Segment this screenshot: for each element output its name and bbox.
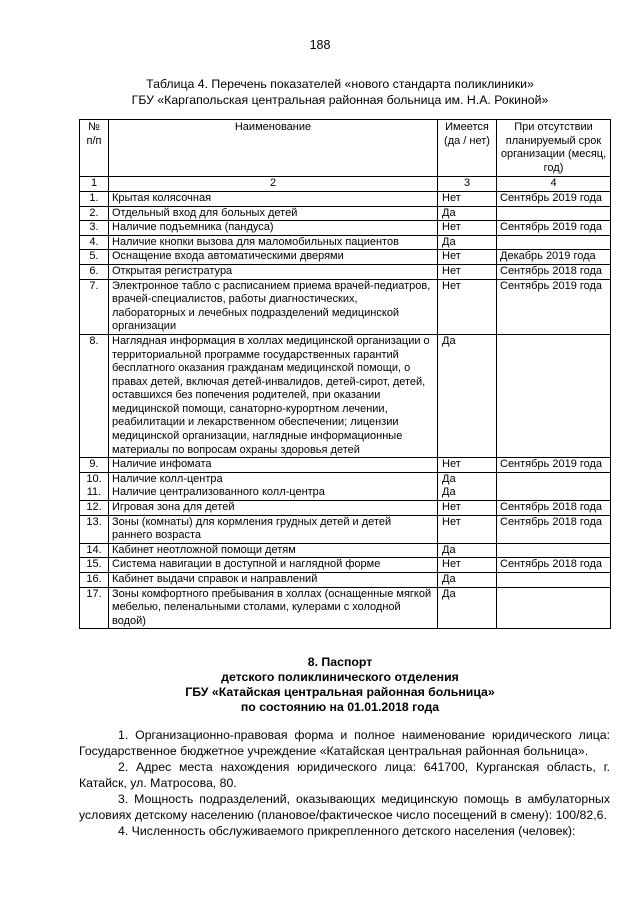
passport-line1: 8. Паспорт: [307, 655, 373, 669]
row-has: Да: [438, 235, 497, 250]
passport-line2: детского поликлинического отделения: [221, 670, 459, 684]
row-has-merged: [438, 472, 497, 500]
table-row: [80, 587, 611, 629]
table-row: [80, 221, 611, 236]
column-number: 1: [80, 177, 109, 192]
table-row: [80, 558, 611, 573]
table-caption-line2: ГБУ «Каргапольская центральная районная больница им. Н.А. Рокиной»: [131, 93, 549, 107]
paragraph-4: 4. Численность обслуживаемого прикрепленного детского населения (человек):: [118, 824, 576, 838]
column-number-row: [80, 177, 611, 192]
row-num: 17.: [80, 587, 109, 629]
row-num: 4.: [80, 235, 109, 250]
row-term: Сентябрь 2019 года: [497, 191, 611, 206]
row-num: 5.: [80, 250, 109, 265]
row-has: Нет: [438, 501, 497, 516]
row-term: Сентябрь 2018 года: [497, 264, 611, 279]
row-has: Да: [442, 472, 456, 485]
row-name: Зоны (комнаты) для кормления грудных детей и детей раннего возраста: [109, 515, 438, 543]
row-term: [497, 573, 611, 588]
row-name: Электронное табло с расписанием приема врачей-педиатров, врачей-специалистов, работы диагностических, лабораторных и лечебных подразделений медицинской организации: [109, 279, 438, 334]
row-has: Да: [438, 587, 497, 629]
indicators-table: [79, 119, 611, 629]
row-num: 7.: [80, 279, 109, 334]
row-has: Да: [438, 543, 497, 558]
row-name-merged: [109, 472, 438, 500]
row-name: Игровая зона для детей: [109, 501, 438, 516]
table-caption: [60, 76, 620, 108]
row-term: [497, 587, 611, 629]
row-num: 15.: [80, 558, 109, 573]
table-row: [80, 206, 611, 221]
column-number: 2: [109, 177, 438, 192]
table-row: [80, 235, 611, 250]
row-name: Кабинет неотложной помощи детям: [109, 543, 438, 558]
row-num: 9.: [80, 458, 109, 473]
row-name: Зоны комфортного пребывания в холлах (оснащенные мягкой мебелью, пеленальными столами, кулерами с холодной водой): [109, 587, 438, 629]
paragraph-2: 2. Адрес места нахождения юридического лица: 641700, Курганская область, г. Катайск, ул. Матросова, 80.: [79, 760, 610, 790]
row-has: Нет: [438, 458, 497, 473]
row-name: Наличие кнопки вызова для маломобильных пациентов: [109, 235, 438, 250]
table-row: [80, 264, 611, 279]
row-name: Отдельный вход для больных детей: [109, 206, 438, 221]
row-has: Да: [438, 206, 497, 221]
table-row: [80, 515, 611, 543]
row-term: [497, 206, 611, 221]
row-num: 14.: [80, 543, 109, 558]
passport-line3: ГБУ «Катайская центральная районная больница»: [185, 685, 495, 699]
row-name: Наличие инфомата: [109, 458, 438, 473]
row-name: Система навигации в доступной и наглядной форме: [109, 558, 438, 573]
row-has: Нет: [438, 221, 497, 236]
page-number: 188: [309, 38, 331, 52]
table-row: [80, 334, 611, 457]
row-num: 8.: [80, 334, 109, 457]
row-term: Сентябрь 2018 года: [497, 558, 611, 573]
table-header-row: [80, 120, 611, 177]
passport-paragraphs: [79, 728, 610, 841]
row-has: Нет: [438, 558, 497, 573]
table-row: [80, 543, 611, 558]
table-row: [80, 279, 611, 334]
header-name: Наименование: [109, 120, 438, 177]
row-name: Наглядная информация в холлах медицинской организации о территориальной программе государственных гарантий бесплатного оказания гражданам медицинской помощи, о правах детей, включая детей-инвалидов, детей-сирот, детей, оставшихся без попечения родителей, при оказании медицинской помощи, санаторно-курортном лечении, реабилитации и лекарственном обеспечении; лицензии медицинской организации, наглядные информационные материалы по вопросам охраны здоровья детей: [109, 334, 438, 457]
passport-line4: по состоянию на 01.01.2018 года: [240, 700, 440, 714]
row-has: Нет: [438, 515, 497, 543]
row-term: Сентябрь 2019 года: [497, 279, 611, 334]
row-name: Наличие подъемника (пандуса): [109, 221, 438, 236]
paragraph-3: 3. Мощность подразделений, оказывающих медицинскую помощь в амбулаторных условиях детскому населению (плановое/фактическое число посещений в смену): 100/82,6.: [79, 792, 610, 822]
table-caption-line1: Таблица 4. Перечень показателей «нового стандарта поликлиники»: [146, 77, 534, 91]
row-name: Оснащение входа автоматическими дверями: [109, 250, 438, 265]
table-row: [80, 191, 611, 206]
table-row-merged: [80, 472, 611, 500]
row-name: Наличие централизованного колл-центра: [112, 486, 325, 499]
row-has: Нет: [438, 264, 497, 279]
row-num: 16.: [80, 573, 109, 588]
row-has: Да: [438, 573, 497, 588]
row-num: 12.: [80, 501, 109, 516]
row-num: 6.: [80, 264, 109, 279]
row-term: [497, 543, 611, 558]
row-num: 10.: [86, 472, 102, 485]
row-term: [497, 235, 611, 250]
passport-heading: [60, 655, 620, 715]
row-name: Открытая регистратура: [109, 264, 438, 279]
row-num: 2.: [80, 206, 109, 221]
column-number: 4: [497, 177, 611, 192]
row-num: 13.: [80, 515, 109, 543]
table-row: [80, 573, 611, 588]
row-has: Нет: [438, 250, 497, 265]
column-number: 3: [438, 177, 497, 192]
table-row: [80, 458, 611, 473]
row-term: Декабрь 2019 года: [497, 250, 611, 265]
row-name: Крытая колясочная: [109, 191, 438, 206]
row-num: 1.: [80, 191, 109, 206]
row-name: Наличие колл-центра: [112, 472, 223, 485]
row-has: Да: [438, 334, 497, 457]
row-term: [497, 472, 611, 500]
row-num: 3.: [80, 221, 109, 236]
row-term: Сентябрь 2018 года: [497, 501, 611, 516]
row-term: [497, 334, 611, 457]
row-term: Сентябрь 2018 года: [497, 515, 611, 543]
paragraph-1: 1. Организационно-правовая форма и полное наименование юридического лица: Государственное бюджетное учреждение «Катайская центральная районная больница».: [79, 728, 610, 758]
row-num: 11.: [86, 486, 102, 499]
row-has: Да: [442, 486, 456, 499]
row-has: Нет: [438, 191, 497, 206]
row-has: Нет: [438, 279, 497, 334]
row-num-merged: [80, 472, 109, 500]
row-term: Сентябрь 2019 года: [497, 221, 611, 236]
table-row: [80, 250, 611, 265]
table-row: [80, 501, 611, 516]
header-term: При отсутствии планируемый срок организации (месяц, год): [497, 120, 611, 177]
row-term: Сентябрь 2019 года: [497, 458, 611, 473]
row-name: Кабинет выдачи справок и направлений: [109, 573, 438, 588]
header-has: Имеется (да / нет): [438, 120, 497, 177]
header-num: № п/п: [80, 120, 109, 177]
